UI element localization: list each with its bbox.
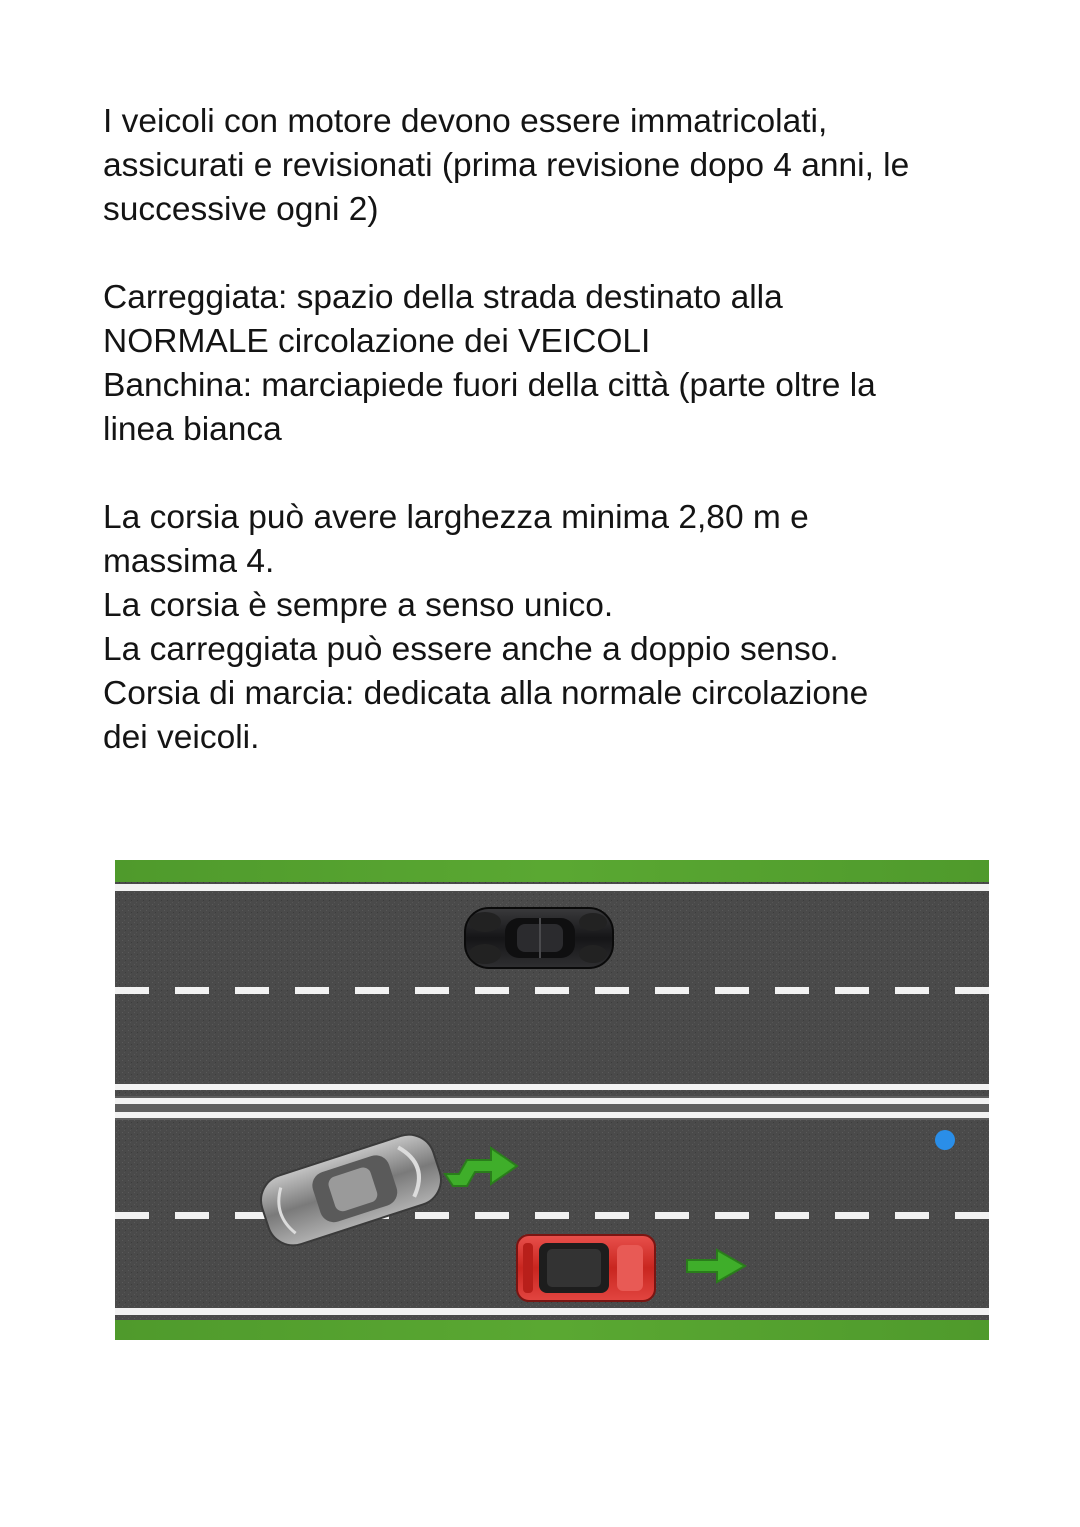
lane-dash: [775, 1212, 809, 1219]
grass-verge-bottom: [115, 1320, 989, 1340]
road-illustration: [115, 860, 989, 1340]
paragraph-vehicle-requirements: [103, 100, 1003, 232]
text-line: massima 4.: [103, 543, 275, 580]
lane-dash: [895, 987, 929, 994]
lane-dash: [775, 987, 809, 994]
lane-divider-upper: [115, 987, 989, 994]
lane-dash: [115, 1212, 149, 1219]
lane-dash: [175, 987, 209, 994]
lane-dash: [415, 1212, 449, 1219]
lane-divider-lower: [115, 1212, 989, 1219]
notes-text: [103, 100, 1003, 760]
lane-dash: [715, 987, 749, 994]
lane-dash: [595, 1212, 629, 1219]
median-line-lower: [115, 1112, 989, 1118]
lane-dash: [655, 1212, 689, 1219]
lane-dash: [115, 987, 149, 994]
lane-dash: [535, 987, 569, 994]
blue-dot-icon: [935, 1130, 955, 1150]
lane-dash: [595, 987, 629, 994]
lane-dash: [475, 1212, 509, 1219]
lane-dash: [895, 1212, 929, 1219]
red-car-icon: [517, 1235, 655, 1301]
text-line: NORMALE circolazione dei VEICOLI: [103, 323, 651, 360]
text-line: Carreggiata: spazio della strada destinato alla: [103, 279, 783, 316]
lane-dash: [955, 987, 989, 994]
text-line: linea bianca: [103, 411, 282, 448]
lane-dash: [415, 987, 449, 994]
text-line: Corsia di marcia: dedicata alla normale circolazione: [103, 675, 869, 712]
lane-dash: [535, 1212, 569, 1219]
lane-dash: [355, 987, 389, 994]
lane-dash: [955, 1212, 989, 1219]
text-line: La corsia può avere larghezza minima 2,80 m e: [103, 499, 809, 536]
median-line-upper-a: [115, 1084, 989, 1090]
lane-dash: [835, 1212, 869, 1219]
edge-line-top: [115, 884, 989, 891]
paragraph-road-definitions: [103, 276, 1003, 452]
lane-dash: [175, 1212, 209, 1219]
text-line: assicurati e revisionati (prima revisione dopo 4 anni, le: [103, 147, 910, 184]
black-car-icon: [465, 908, 613, 968]
text-line: La carreggiata può essere anche a doppio senso.: [103, 631, 839, 668]
text-line: La corsia è sempre a senso unico.: [103, 587, 614, 624]
lane-dash: [655, 987, 689, 994]
text-line: successive ogni 2): [103, 191, 379, 228]
median-line-upper-b: [115, 1098, 989, 1104]
text-line: Banchina: marciapiede fuori della città (parte oltre la: [103, 367, 876, 404]
lane-dash: [475, 987, 509, 994]
lane-dash: [715, 1212, 749, 1219]
road-illustration-svg: [115, 860, 989, 1340]
lane-dash: [295, 987, 329, 994]
lane-dash: [835, 987, 869, 994]
grass-verge-top: [115, 860, 989, 882]
text-line: I veicoli con motore devono essere immatricolati,: [103, 103, 828, 140]
text-line: dei veicoli.: [103, 719, 260, 756]
lane-dash: [235, 987, 269, 994]
paragraph-lane-rules: [103, 496, 1003, 760]
edge-line-bottom: [115, 1308, 989, 1315]
